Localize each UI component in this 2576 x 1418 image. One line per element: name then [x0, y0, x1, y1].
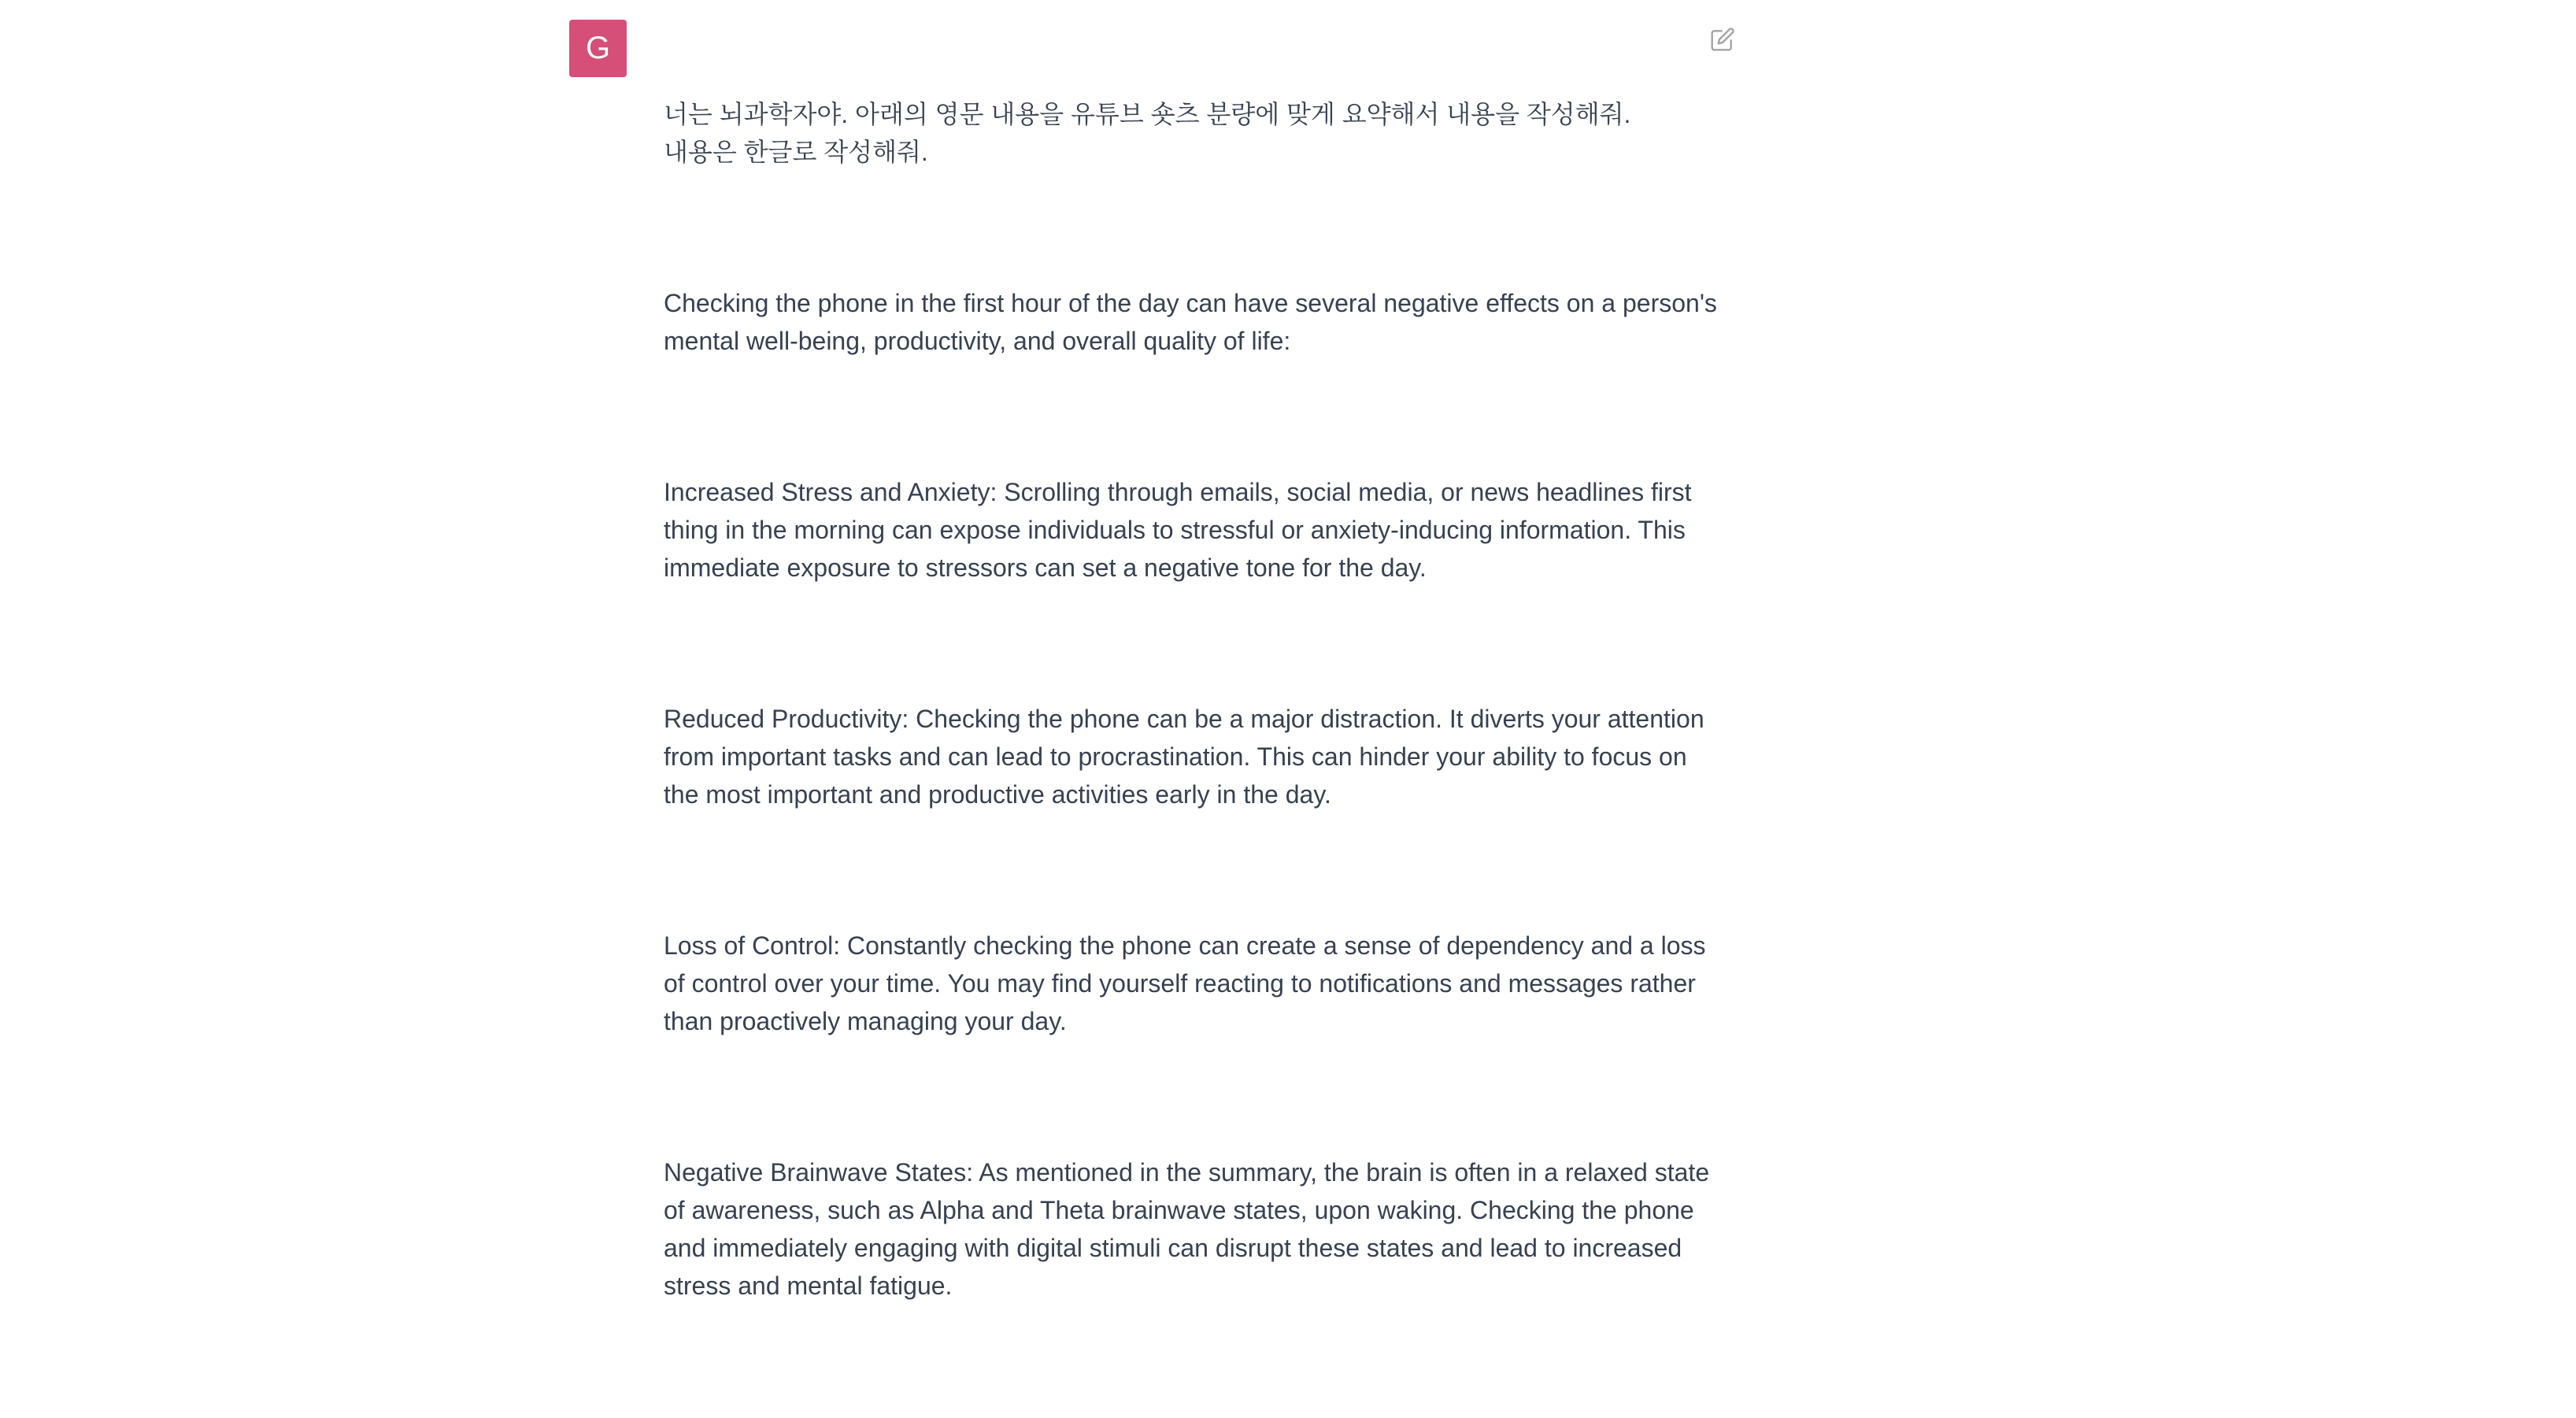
message-paragraph-stress: Increased Stress and Anxiety: Scrolling through emails, social media, or news headlines first thing in the morning can expose individuals to stressful or anxiety-inducing information. This immediate exposure to stressors can set a negative tone for the day. — [664, 478, 1699, 582]
edit-message-button[interactable] — [1708, 25, 1737, 54]
avatar-initial: G — [585, 31, 611, 65]
message-paragraph-productivity: Reduced Productivity: Checking the phone can be a major distraction. It diverts your attention from important tasks and can lead to procrastination. This can hinder your ability to focus on the most important and productive activities early in the day. — [664, 705, 1712, 809]
user-avatar — [569, 20, 627, 77]
message-paragraph-control: Loss of Control: Constantly checking the phone can create a sense of dependency and a loss of control over your time. You may find yourself reacting to notifications and messages rather than proactively managing your day. — [664, 931, 1713, 1035]
message-paragraph-prompt: 너는 뇌과학자야. 아래의 영문 내용을 유튜브 숏츠 분량에 맞게 요약해서 내용을 작성해줘. 내용은 한글로 작성해줘. — [664, 100, 1631, 166]
user-message — [664, 20, 1724, 1418]
message-paragraph-intro: Checking the phone in the first hour of the day can have several negative effects on a person's mental well-being, productivity, and overall quality of life: — [664, 289, 1724, 355]
message-paragraph-brainwave: Negative Brainwave States: As mentioned in the summary, the brain is often in a relaxed state of awareness, such as Alpha and Theta brainwave states, upon waking. Checking the phone and immediately engaging with digital stimuli can disrupt these states and lead to increased stress and mental fatigue. — [664, 1158, 1716, 1300]
pencil-square-icon — [1710, 27, 1735, 52]
